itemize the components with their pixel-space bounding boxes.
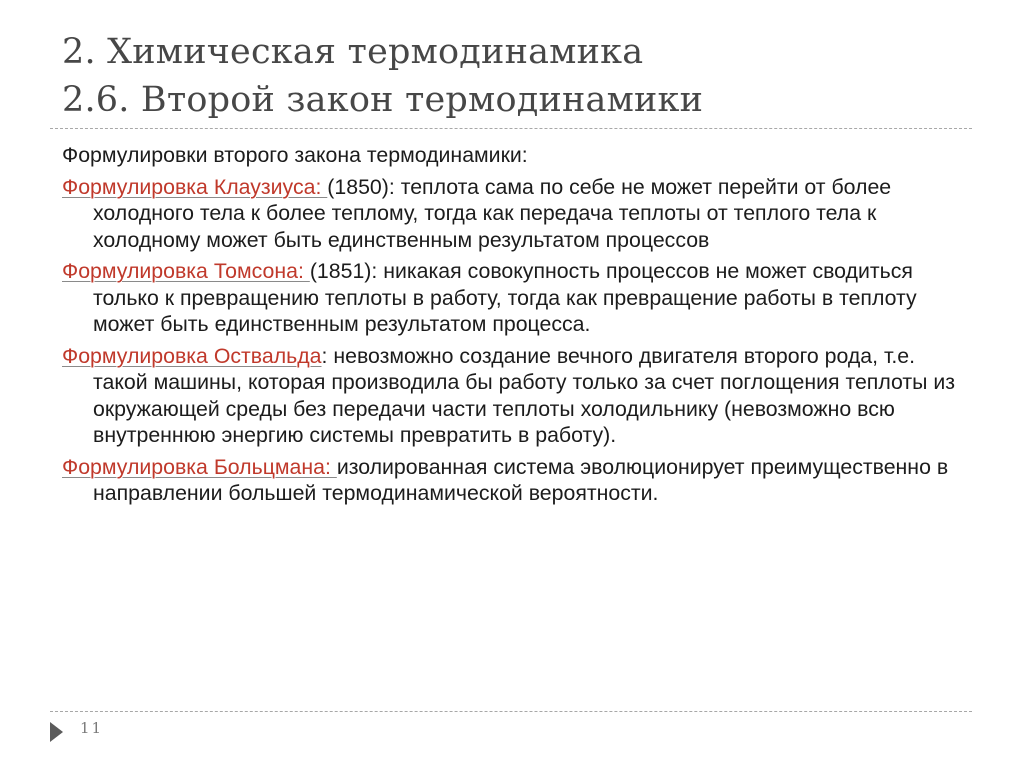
formulation-clausius: [62, 174, 962, 254]
formulation-thomson-text: (1851): никакая совокупность процессов не может сводиться только к превращению теплоты в работу, тогда как превращение работы в теплоту может быть единственным результатом процесса.: [93, 259, 917, 336]
formulation-ostwald: [62, 343, 962, 449]
formulation-boltzmann-link[interactable]: Формулировка Больцмана:: [62, 454, 337, 479]
formulation-thomson-link[interactable]: Формулировка Томсона:: [62, 259, 310, 283]
formulation-thomson: [62, 258, 962, 338]
triangle-right-icon: [50, 722, 63, 742]
formulation-clausius-link[interactable]: Формулировка Клаузиуса:: [62, 174, 328, 199]
formulation-ostwald-link[interactable]: Формулировка Оствальда: [62, 343, 322, 368]
slide-number: 11: [80, 719, 104, 737]
formulation-boltzmann: [62, 454, 962, 507]
formulation-boltzmann-text: изолированная система эволюционирует преимущественно в направлении большей термодинамической вероятности.: [93, 454, 949, 505]
intro-text: Формулировки второго закона термодинамики:: [62, 143, 528, 167]
title-line-2: 2.6. Второй закон термодинамики: [62, 80, 704, 120]
slide-title: [62, 28, 962, 124]
title-line-1: 2. Химическая термодинамика: [62, 32, 644, 72]
slide-body: [62, 142, 962, 512]
formulation-clausius-text: (1850): теплота сама по себе не может перейти от более холодного тела к более теплому, тогда как передача теплоты от теплого тела к холодному может быть единственным результатом процессов: [93, 174, 892, 252]
footer-divider: [50, 711, 972, 712]
formulation-ostwald-text: : невозможно создание вечного двигателя второго рода, т.е. такой машины, которая производила бы работу только за счет поглощения теплоты из окружающей среды без передачи части теплоты холодильнику (невозможно всю внутреннюю энергию системы превратить в работу).: [93, 343, 956, 447]
title-divider: [50, 128, 972, 129]
